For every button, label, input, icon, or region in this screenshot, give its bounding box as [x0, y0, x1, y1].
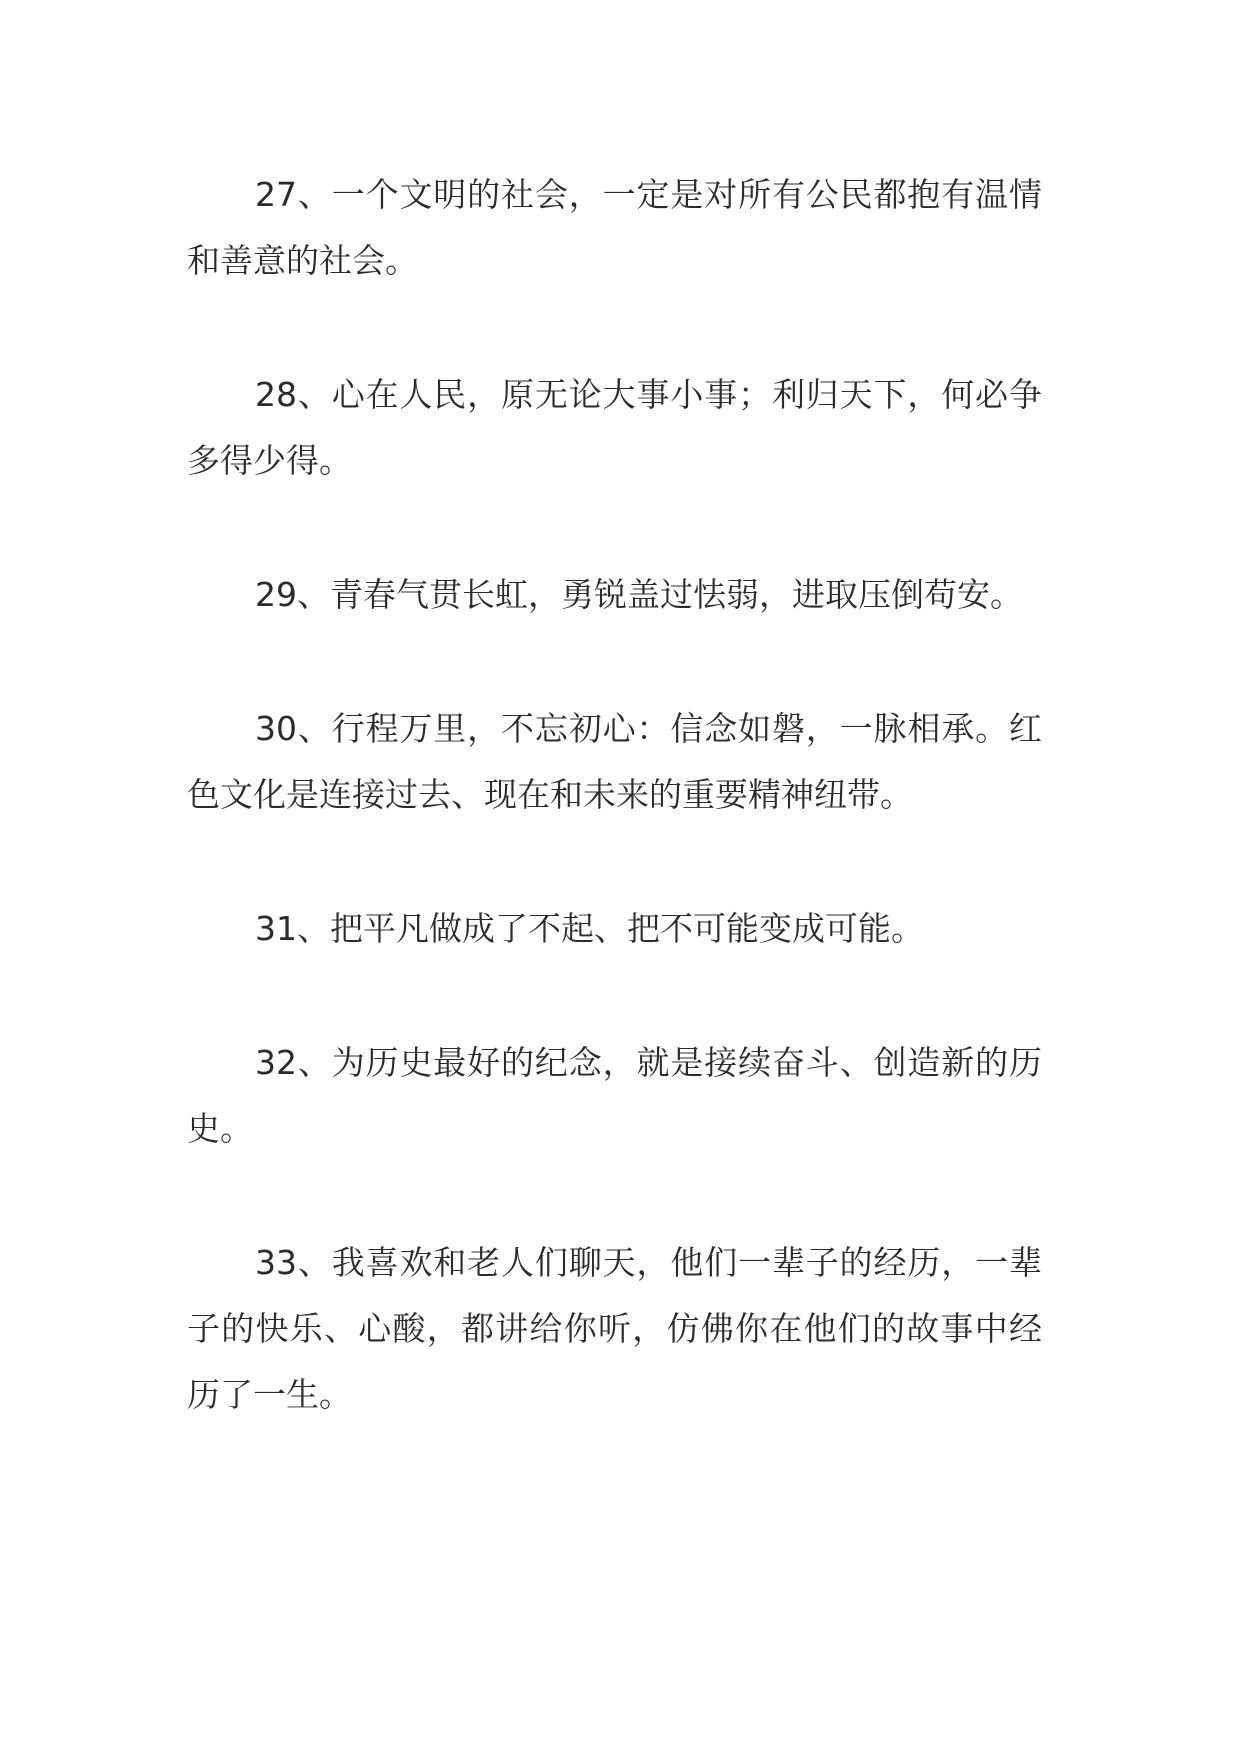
paragraph-30: 30、行程万里，不忘初心：信念如磐，一脉相承。红色文化是连接过去、现在和未来的重要精神纽带。 [187, 709, 1042, 814]
paragraph-29: 29、青春气贯长虹，勇锐盖过怯弱，进取压倒苟安。 [255, 575, 1023, 614]
paragraph-27: 27、一个文明的社会，一定是对所有公民都抱有温情和善意的社会。 [187, 175, 1042, 280]
paragraph-32: 32、为历史最好的纪念，就是接续奋斗、创造新的历史。 [187, 1043, 1042, 1148]
document-body [187, 162, 1042, 1428]
paragraph-31: 31、把平凡做成了不起、把不可能变成可能。 [255, 909, 924, 948]
paragraph-33: 33、我喜欢和老人们聊天，他们一辈子的经历，一辈子的快乐、心酸，都讲给你听，仿佛你在他们的故事中经历了一生。 [187, 1243, 1042, 1414]
paragraph-28: 28、心在人民，原无论大事小事；利归天下，何必争多得少得。 [187, 375, 1042, 480]
